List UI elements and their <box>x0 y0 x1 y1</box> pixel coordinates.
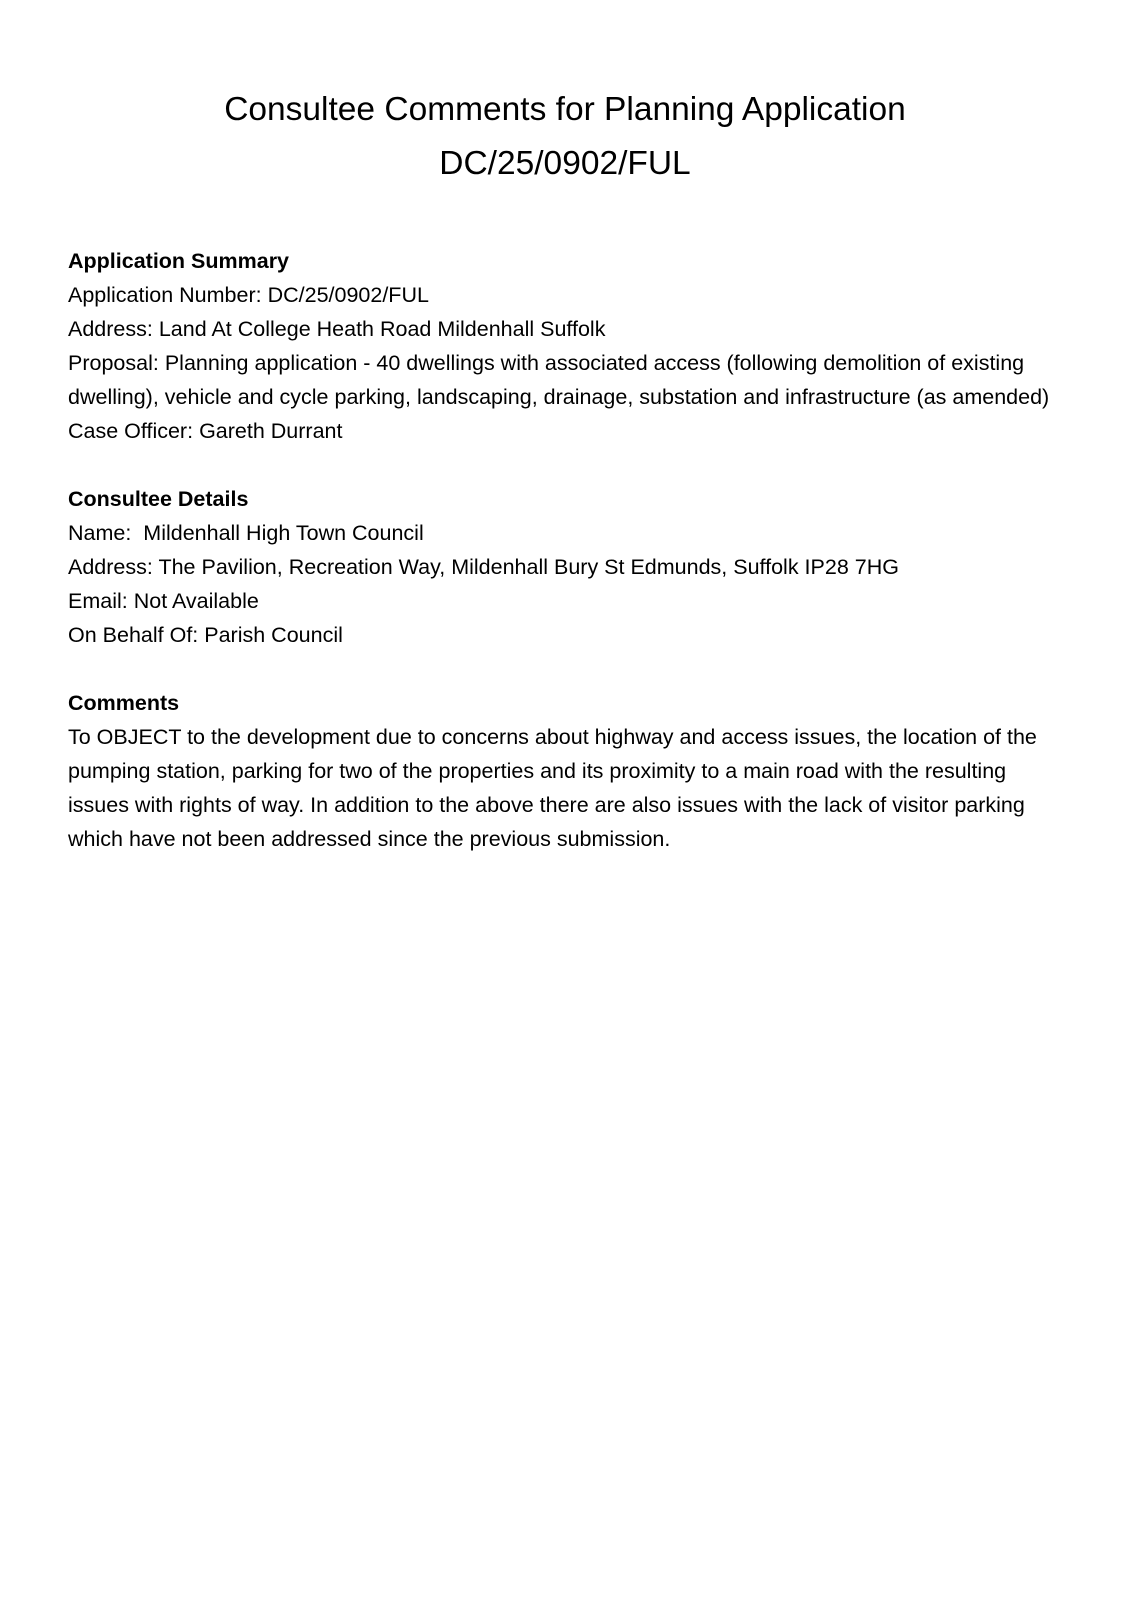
consultee-address-value: The Pavilion, Recreation Way, Mildenhall Bury St Edmunds, Suffolk IP28 7HG <box>158 555 899 579</box>
proposal-label: Proposal: <box>68 351 159 375</box>
application-number-label: Application Number: <box>68 283 262 307</box>
consultee-email-value: Not Available <box>133 589 259 613</box>
on-behalf-of-label: On Behalf Of: <box>68 623 199 647</box>
consultee-name-label: Name: <box>68 521 132 545</box>
consultee-address-field <box>68 550 1062 584</box>
consultee-email-field <box>68 584 1062 618</box>
comments-section <box>68 686 1062 856</box>
comments-heading: Comments <box>68 691 180 715</box>
proposal-field <box>68 346 1062 414</box>
application-number-value: DC/25/0902/FUL <box>267 283 429 307</box>
comments-body: To OBJECT to the development due to concerns about highway and access issues, the location of the pumping station, parking for two of the properties and its proximity to a main road with the resulting issues with rights of way. In addition to the above there are also issues with the lack of visitor parking which have not been addressed since the previous submission. <box>68 725 1037 851</box>
case-officer-value: Gareth Durrant <box>199 419 343 443</box>
case-officer-field <box>68 414 1062 448</box>
on-behalf-of-value: Parish Council <box>204 623 343 647</box>
application-summary-section <box>68 244 1062 448</box>
document-title-line-1: Consultee Comments for Planning Application <box>224 91 906 128</box>
document-title <box>68 83 1062 191</box>
consultee-name-value: Mildenhall High Town Council <box>137 521 424 545</box>
consultee-address-label: Address: <box>68 555 153 579</box>
consultee-name-field <box>68 516 1062 550</box>
site-address-label: Address: <box>68 317 153 341</box>
consultee-details-section <box>68 482 1062 652</box>
application-summary-heading: Application Summary <box>68 249 290 273</box>
application-number-field <box>68 278 1062 312</box>
site-address-field <box>68 312 1062 346</box>
site-address-value: Land At College Heath Road Mildenhall Suffolk <box>158 317 606 341</box>
document-title-line-2: DC/25/0902/FUL <box>439 145 691 182</box>
case-officer-label: Case Officer: <box>68 419 194 443</box>
consultee-email-label: Email: <box>68 589 128 613</box>
on-behalf-of-field <box>68 618 1062 652</box>
consultee-details-heading: Consultee Details <box>68 487 249 511</box>
proposal-value: Planning application - 40 dwellings with associated access (following demolition of existing dwelling), vehicle and cycle parking, landscaping, drainage, substation and infrastructure (as amended) <box>68 351 1050 409</box>
